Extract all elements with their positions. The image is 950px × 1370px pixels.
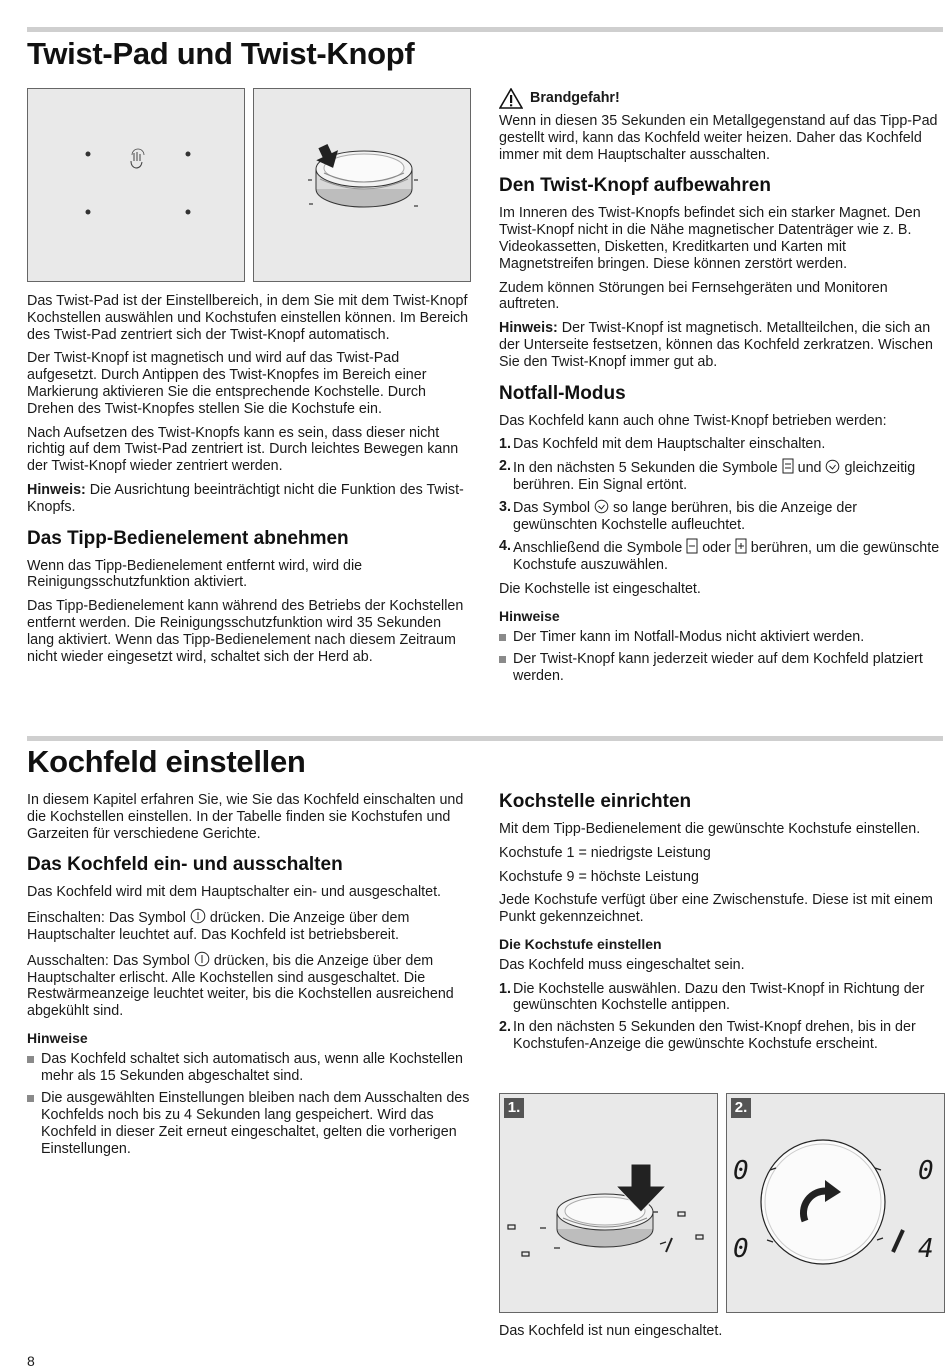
paragraph: Der Twist-Knopf ist magnetisch und wird auf das Twist-Pad aufgesetzt. Durch Antippen des Twist-Knopfes im Bereich einer Markierung aktivieren Sie die entsprechende Kochstelle. Durch Drehen des Twist-Knopfes stellen Sie die Kochstufe ein. <box>27 350 427 417</box>
note-paragraph <box>27 482 471 516</box>
step-text: so lange berühren, bis die Anzeige der gewünschten Kochstelle aufleuchtet. <box>513 499 858 533</box>
step-item <box>499 538 943 574</box>
warning-label: Brandgefahr! <box>530 90 620 107</box>
section2-left-column <box>27 792 471 1164</box>
paragraph: Das Kochfeld kann auch ohne Twist-Knopf betrieben werden: <box>499 412 887 429</box>
note-label: Hinweis: <box>27 481 86 498</box>
step-text: gleichzeitig berühren. Ein Signal ertönt. <box>513 460 916 493</box>
section-rule <box>27 736 943 741</box>
twist-knob-figure <box>253 88 471 282</box>
step-text: Das Symbol <box>513 499 595 516</box>
text-span: drücken. Die Anzeige über dem Hauptschalter leuchtet auf. Das Kochfeld ist betriebsbereit. <box>27 910 410 943</box>
section1-right-column <box>499 88 943 691</box>
segment-digit <box>522 1252 529 1256</box>
subheading: Den Twist-Knopf aufbewahren <box>499 175 771 197</box>
segment-digit <box>508 1225 515 1229</box>
kochstufe-display: 4 <box>918 1234 934 1264</box>
step-number: 1. <box>499 980 511 997</box>
paragraph <box>27 908 471 944</box>
step-text: Anschließend die Symbole <box>513 540 687 557</box>
power-icon <box>194 951 210 967</box>
step-number: 3. <box>499 498 511 515</box>
notes-list <box>499 629 943 685</box>
paragraph: In diesem Kapitel erfahren Sie, wie Sie das Kochfeld einschalten und die Kochstellen einstellen. In der Tabelle finden sie Kochstufen und Garzeiten für verschiedene Gerichte. <box>27 792 464 842</box>
paragraph: Das Kochfeld wird mit dem Hauptschalter ein- und ausgeschaltet. <box>27 884 442 901</box>
paragraph: Nach Aufsetzen des Twist-Knopfs kann es sein, dass dieser nicht richtig auf dem Twist-Pad zentriert ist. Durch leichtes Bewegen kann der Twist-Knopf wieder zentriert werden. <box>27 424 459 475</box>
step-number: 2. <box>499 1019 511 1036</box>
power-icon <box>190 908 206 924</box>
subheading: Das Tipp-Bedienelement abnehmen <box>27 527 349 549</box>
touch-hand-icon <box>131 149 144 168</box>
section2-right-column <box>499 779 943 1060</box>
warning-heading <box>499 88 943 109</box>
section-rule <box>27 27 943 32</box>
step-item <box>499 1019 943 1053</box>
figure-caption: Das Kochfeld ist nun eingeschaltet. <box>499 1323 723 1339</box>
step-text: und <box>793 460 826 477</box>
step-number: 2. <box>499 458 511 475</box>
notes-heading: Hinweise <box>27 1029 88 1046</box>
step-text: oder <box>698 540 735 557</box>
kochstufe-display: 0 <box>918 1156 934 1186</box>
emergency-steps <box>499 436 943 574</box>
list-item: Der Twist-Knopf kann jederzeit wieder auf dem Kochfeld platziert werden. <box>499 651 943 685</box>
step-number: 4. <box>499 538 511 555</box>
step2-figure <box>726 1093 945 1313</box>
step-item <box>499 981 943 1015</box>
text-span: Ausschalten: Das Symbol <box>27 952 194 969</box>
step1-illustration <box>500 1094 717 1312</box>
paragraph <box>27 951 471 1020</box>
step-item <box>499 436 943 453</box>
step2-illustration <box>727 1094 944 1312</box>
timer-icon <box>825 459 840 474</box>
notes-list <box>27 1051 471 1158</box>
step-text: In den nächsten 5 Sekunden den Twist-Knopf drehen, bis in der Kochstufen-Anzeige die gewünschte Kochstufe erscheint. <box>513 1019 916 1052</box>
paragraph: Jede Kochstufe verfügt über eine Zwischenstufe. Diese ist mit einem Punkt gekennzeichnet. <box>499 892 933 926</box>
warning-text: Wenn in diesen 35 Sekunden ein Metallgegenstand auf das Tipp-Pad gestellt wird, kann das Kochfeld weiter heizen. Daher das Kochfeld immer mit dem Hauptschalter ausschalten. <box>499 113 938 163</box>
paragraph: Kochstufe 1 = niedrigste Leistung <box>499 844 711 861</box>
select-hob-icon <box>782 458 794 474</box>
segment-digit <box>678 1212 685 1216</box>
step1-figure <box>499 1093 718 1313</box>
paragraph: Mit dem Tipp-Bedienelement die gewünschte Kochstufe einstellen. <box>499 821 921 837</box>
step-badge: 1. <box>504 1098 524 1118</box>
subheading: Notfall-Modus <box>499 382 626 404</box>
paragraph: Zudem können Störungen bei Fernsehgeräten und Monitoren auftreten. <box>499 279 888 313</box>
paragraph: Das Twist-Pad ist der Einstellbereich, in dem Sie mit dem Twist-Knopf Kochstellen auswählen und Kochstufen einstellen können. Im Bereich des Twist-Pad zentriert sich der Twist-Knopf automatisch. <box>27 293 469 343</box>
setting-steps <box>499 981 943 1053</box>
segment-digit <box>696 1235 703 1239</box>
step-item <box>499 499 943 534</box>
note-text: Der Twist-Knopf ist magnetisch. Metallteilchen, die sich an der Unterseite festsetzen, können das Kochfeld zerkratzen. Wischen Sie den Twist-Knopf immer gut ab. <box>499 320 933 370</box>
step-text: Die Kochstelle auswählen. Dazu den Twist-Knopf in Richtung der gewünschten Kochstelle antippen. <box>513 980 925 1014</box>
minus-icon <box>686 538 698 554</box>
step-badge: 2. <box>731 1098 751 1118</box>
step-text: Das Kochfeld mit dem Hauptschalter einschalten. <box>513 436 826 453</box>
list-item: Die ausgewählten Einstellungen bleiben nach dem Ausschalten des Kochfelds noch bis zu 4 Sekunden lang gespeichert. Wird das Kochfeld in dieser Zeit erneut eingeschaltet, gelten die vorherigen Einstellungen. <box>27 1090 471 1157</box>
subheading: Kochstelle einrichten <box>499 791 692 812</box>
section1-left-column <box>27 293 471 672</box>
page-number: 8 <box>27 1353 35 1369</box>
twist-pad-illustration <box>28 89 244 281</box>
timer-icon <box>594 499 609 514</box>
step-item <box>499 458 943 494</box>
step-text: berühren, um die gewünschte Kochstufe auszuwählen. <box>513 540 940 574</box>
section-title: Twist-Pad und Twist-Knopf <box>27 36 415 71</box>
text-span: Einschalten: Das Symbol <box>27 910 190 927</box>
kochstufe-display: 0 <box>733 1234 749 1264</box>
note-label: Hinweis: <box>499 320 558 337</box>
paragraph: Das Kochfeld muss eingeschaltet sein. <box>499 956 745 973</box>
plus-icon <box>735 538 747 554</box>
paragraph: Kochstufe 9 = höchste Leistung <box>499 868 699 885</box>
subsubheading: Die Kochstufe einstellen <box>499 935 662 952</box>
figure-caption-block <box>499 1323 943 1347</box>
section-title: Kochfeld einstellen <box>27 744 306 779</box>
list-item: Das Kochfeld schaltet sich automatisch aus, wenn alle Kochstellen mehr als 15 Sekunden abgeschaltet sind. <box>27 1051 471 1085</box>
paragraph: Die Kochstelle ist eingeschaltet. <box>499 580 701 597</box>
step-number: 1. <box>499 436 511 453</box>
text-span: drücken, bis die Anzeige über dem Hauptschalter erlischt. Alle Kochstellen sind ausgeschaltet. Die Restwärmeanzeige leuchtet weiter, bis die Kochstellen ausreichend abgekühlt sind. <box>27 952 454 1020</box>
twist-pad-figure <box>27 88 245 282</box>
paragraph: Im Inneren des Twist-Knopfs befindet sich ein starker Magnet. Den Twist-Knopf nicht in die Nähe magnetischer Datenträger wie z. B. Videokassetten, Disketten, Kreditkarten und Karten mit Magnetstreifen bringen. Diese können zerstört werden. <box>499 205 921 272</box>
kochstufe-display: 0 <box>733 1156 749 1186</box>
subheading: Das Kochfeld ein- und ausschalten <box>27 854 343 876</box>
note-paragraph <box>499 320 943 370</box>
step-text: In den nächsten 5 Sekunden die Symbole <box>513 460 782 477</box>
twist-knob-illustration <box>254 89 470 281</box>
warning-triangle-icon <box>499 88 523 109</box>
notes-heading: Hinweise <box>499 607 560 624</box>
list-item: Der Timer kann im Notfall-Modus nicht aktiviert werden. <box>499 629 943 646</box>
paragraph: Wenn das Tipp-Bedienelement entfernt wird, wird die Reinigungsschutzfunktion aktiviert. <box>27 557 363 591</box>
paragraph: Das Tipp-Bedienelement kann während des Betriebs der Kochstellen entfernt werden. Die Reinigungsschutzfunktion wird 35 Sekunden lang aktiviert. Wenn das Tipp-Bedienelement nach diesem Zeitraum nicht wieder eingesetzt wird, schaltet sich der Herd ab. <box>27 598 464 665</box>
note-text: Die Ausrichtung beeinträchtigt nicht die Funktion des Twist-Knopfs. <box>27 481 464 515</box>
